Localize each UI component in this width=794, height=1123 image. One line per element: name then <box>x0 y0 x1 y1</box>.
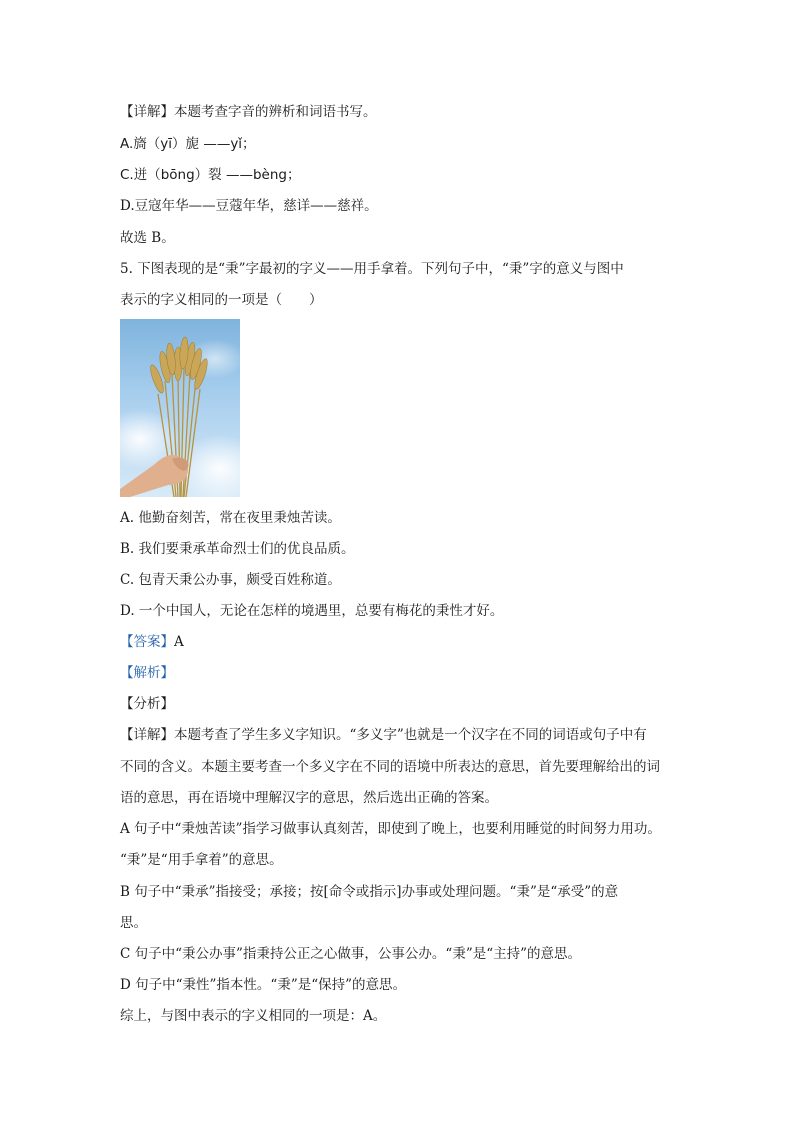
option-c-pinyin: C.迸（bōng）裂 ——bèng； <box>120 167 301 183</box>
question-5-stem: 5. 下图表现的是“秉”字最初的字义——用手拿着。下列句子中，“秉”字的意义与图中 <box>120 261 624 277</box>
detail-text-cont-2: 语的意思，再在语境中理解汉字的意思，然后选出正确的答案。 <box>120 790 498 806</box>
option-d-correction: D.豆寇年华——豆蔻年华，慈详——慈祥。 <box>120 198 378 214</box>
wheat-in-hand-image <box>120 319 240 497</box>
answer-choice-line: 故选 B。 <box>120 230 175 246</box>
analysis-heading: 【解析】 <box>120 665 174 681</box>
explain-a: A 句子中“秉烛苦读”指学习做事认真刻苦，即使到了晚上，也要利用睡觉的时间努力用功。 <box>120 821 661 837</box>
explain-d: D 句子中“秉性”指本性。“秉”是“保持”的意思。 <box>120 977 407 993</box>
answer-value: A <box>174 634 184 650</box>
option-c: C. 包青天秉公办事，颇受百姓称道。 <box>120 572 341 588</box>
explain-b-cont: 思。 <box>120 915 147 931</box>
detail-line-2 <box>120 725 647 745</box>
question-5-stem-cont: 表示的字义相同的一项是（ ） <box>120 292 323 308</box>
detail-tag: 【详解】 <box>120 104 174 120</box>
explain-a-cont: “秉”是“用手拿着”的意思。 <box>120 852 283 868</box>
detail-line-1 <box>120 102 377 122</box>
fenxi-heading: 【分析】 <box>120 696 174 712</box>
option-a-pinyin: A.旖（yī）旎 ——yǐ； <box>120 136 256 152</box>
option-d: D. 一个中国人，无论在怎样的境遇里，总要有梅花的秉性才好。 <box>120 603 504 619</box>
answer-tag: 【答案】 <box>120 634 174 650</box>
detail-text-cont-1: 不同的含义。本题主要考查一个多义字在不同的语境中所表达的意思，首先要理解给出的词 <box>120 759 660 775</box>
conclusion: 综上，与图中表示的字义相同的一项是：A。 <box>120 1008 387 1024</box>
option-b: B. 我们要秉承革命烈士们的优良品质。 <box>120 541 355 557</box>
detail-text: 本题考查了学生多义字知识。“多义字”也就是一个汉字在不同的词语或句子中有 <box>174 727 647 743</box>
detail-text: 本题考查字音的辨析和词语书写。 <box>174 104 377 120</box>
detail-tag: 【详解】 <box>120 727 174 743</box>
explain-b: B 句子中“秉承”指接受；承接；按[命令或指示]办事或处理问题。“秉”是“承受”的意 <box>120 884 619 900</box>
wheat-in-hand-photo-icon <box>120 319 240 497</box>
option-a: A. 他勤奋刻苦，常在夜里秉烛苦读。 <box>120 510 341 526</box>
explain-c: C 句子中“秉公办事”指秉持公正之心做事，公事公办。“秉”是“主持”的意思。 <box>120 946 582 962</box>
answer-line <box>120 632 184 652</box>
